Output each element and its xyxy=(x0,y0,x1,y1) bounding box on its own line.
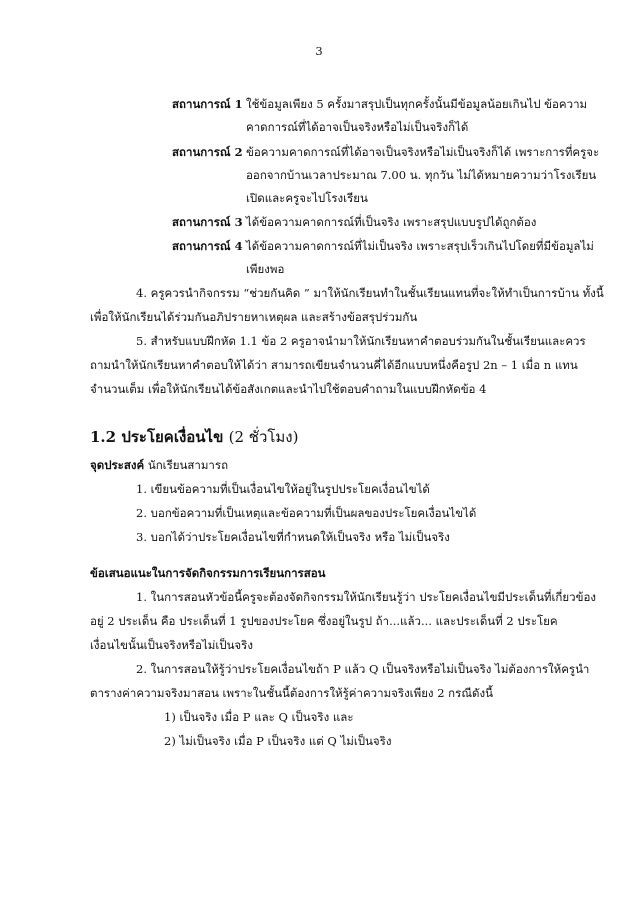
para4-line-1: 4. ครูควรนำกิจกรรม “ช่วยกันคิด ” มาให้นักเรียนทำในชั้นเรียนแทนที่จะให้ทำเป็นการบ้าน ทั้งนี้ xyxy=(136,286,604,300)
para4-line-2: เพื่อให้นักเรียนได้ร่วมกันอภิปรายหาเหตุผล และสร้างข้อสรุปร่วมกัน xyxy=(90,310,418,324)
situation-3-label: สถานการณ์ 3 xyxy=(172,215,243,229)
situation-1-line-2: คาดการณ์ที่ได้อาจเป็นจริงหรือไม่เป็นจริงก็ได้ xyxy=(246,120,469,134)
suggestion-1-line-3: เงื่อนไขนั้นเป็นจริงหรือไม่เป็นจริง xyxy=(90,638,253,652)
situation-4-label: สถานการณ์ 4 xyxy=(172,239,243,253)
suggestion-2-line-1: 2. ในการสอนให้รู้ว่าประโยคเงื่อนไขถ้า P แล้ว Q เป็นจริงหรือไม่เป็นจริง ไม่ต้องการให้ครูนำ xyxy=(136,662,590,676)
objectives-row xyxy=(90,458,228,473)
situation-2-label: สถานการณ์ 2 xyxy=(172,145,243,159)
objective-item-1: 1. เขียนข้อความที่เป็นเงื่อนไขให้อยู่ในรูปประโยคเงื่อนไขได้ xyxy=(136,482,430,496)
objectives-intro: นักเรียนสามารถ xyxy=(147,458,229,472)
case-item-1: 1) เป็นจริง เมื่อ P และ Q เป็นจริง และ xyxy=(164,710,354,724)
case-item-2: 2) ไม่เป็นจริง เมื่อ P เป็นจริง แต่ Q ไม่เป็นจริง xyxy=(164,734,392,748)
situation-3-line-1: ได้ข้อความคาดการณ์ที่เป็นจริง เพราะสรุปแบบรูปได้ถูกต้อง xyxy=(246,215,537,229)
situation-4-line-2: เพียงพอ xyxy=(246,262,285,276)
situation-2-line-1: ข้อความคาดการณ์ที่ได้อาจเป็นจริงหรือไม่เป็นจริงก็ได้ เพราะการที่ครูจะ xyxy=(246,145,600,159)
situation-2-line-2: ออกจากบ้านเวลาประมาณ 7.00 น. ทุกวัน ไม่ได้หมายความว่าโรงเรียน xyxy=(246,168,597,182)
section-title: 1.2 ประโยคเงื่อนไข xyxy=(90,428,224,446)
objective-item-3: 3. บอกได้ว่าประโยคเงื่อนไขที่กำหนดให้เป็นจริง หรือ ไม่เป็นจริง xyxy=(136,530,450,544)
suggestion-1-line-2: อยู่ 2 ประเด็น คือ ประเด็นที่ 1 รูปของประโยค ซึ่งอยู่ในรูป ถ้า...แล้ว... และประเด็นที่ 2 ประโยค xyxy=(90,614,558,628)
situation-1-line-1: ใช้ข้อมูลเพียง 5 ครั้งมาสรุปเป็นทุกครั้งนั้นมีข้อมูลน้อยเกินไป ข้อความ xyxy=(246,97,588,111)
para5-line-1: 5. สำหรับแบบฝึกหัด 1.1 ข้อ 2 ครูอาจนำมาให้นักเรียนหาคำตอบร่วมกันในชั้นเรียนและควร xyxy=(136,334,586,348)
suggestion-1-line-1: 1. ในการสอนหัวข้อนี้ครูจะต้องจัดกิจกรรมให้นักเรียนรู้ว่า ประโยคเงื่อนไขมีประเด็นที่เกี่ยวข้อง xyxy=(136,590,596,604)
situation-4-line-1: ได้ข้อความคาดการณ์ที่ไม่เป็นจริง เพราะสรุปเร็วเกินไปโดยที่มีข้อมูลไม่ xyxy=(246,239,594,253)
situation-2-line-3: เปิดและครูจะไปโรงเรียน xyxy=(246,191,368,205)
section-heading xyxy=(90,428,298,446)
objective-item-2: 2. บอกข้อความที่เป็นเหตุและข้อความที่เป็นผลของประโยคเงื่อนไขได้ xyxy=(136,506,477,520)
objectives-heading: จุดประสงค์ xyxy=(90,458,145,472)
para5-line-3: จำนวนเต็ม เพื่อให้นักเรียนได้ข้อสังเกตและนำไปใช้ตอบคำถามในแบบฝึกหัดข้อ 4 xyxy=(90,382,487,396)
para5-line-2: ถามนำให้นักเรียนหาคำตอบให้ได้ว่า สามารถเขียนจำนวนคี่ได้อีกแบบหนึ่งคือรูป 2n – 1 เมื่อ n แทน xyxy=(90,358,578,372)
suggestion-2-line-2: ตารางค่าความจริงมาสอน เพราะในชั้นนี้ต้องการให้รู้ค่าความจริงเพียง 2 กรณีดังนี้ xyxy=(90,686,493,700)
section-duration: (2 ชั่วโมง) xyxy=(228,428,299,446)
suggestions-heading: ข้อเสนอแนะในการจัดกิจกรรมการเรียนการสอน xyxy=(90,566,326,580)
page-number: 3 xyxy=(315,44,323,58)
situation-1-label: สถานการณ์ 1 xyxy=(172,97,243,111)
